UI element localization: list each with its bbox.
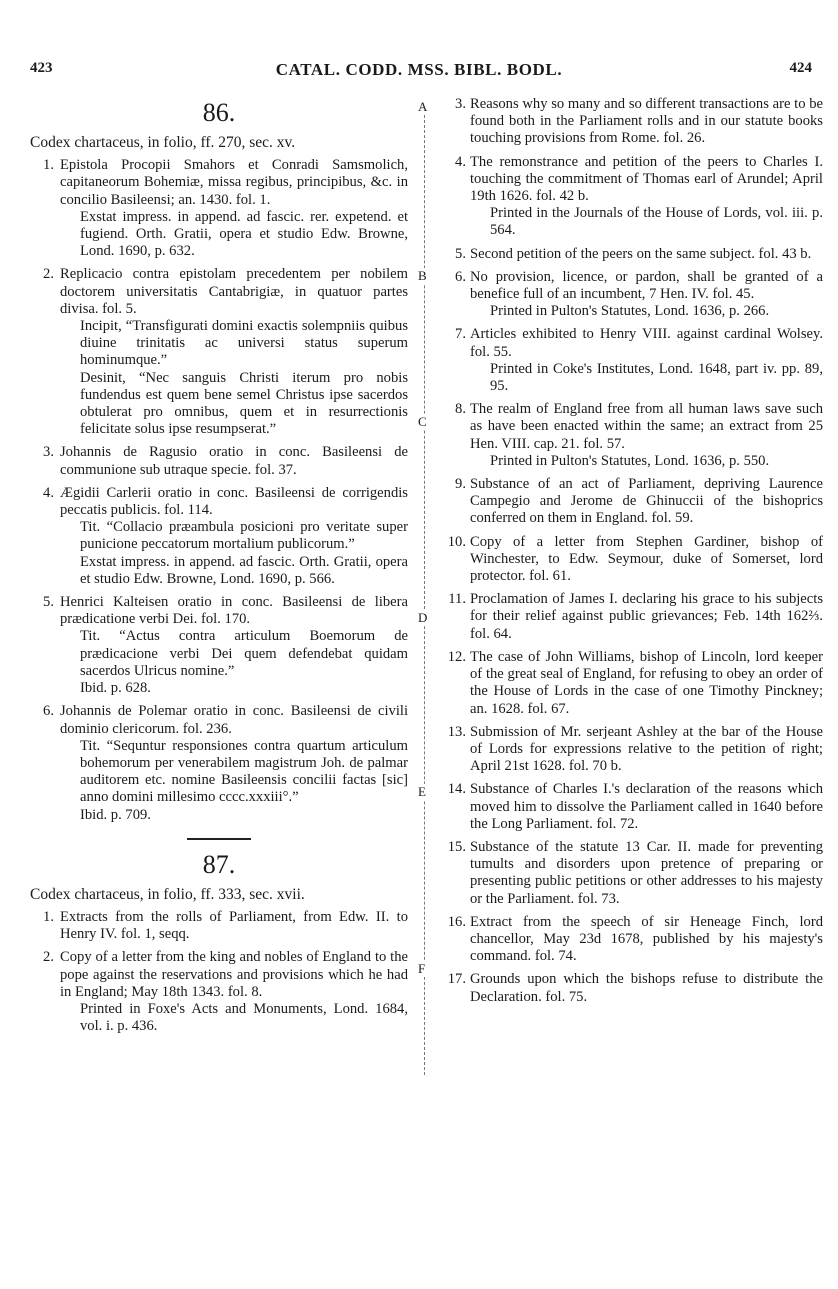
entry-text: The case of John Williams, bishop of Lincoln, lord keeper of the great seal of England, for refusing to obey an order of the House of Lords in the case of one Timothy Pinckney; an. 1628. fol. 67. [470, 648, 823, 717]
catalogue-entry [30, 444, 408, 478]
entry-number: 4. [43, 484, 54, 501]
codex-number: 87. [202, 849, 236, 879]
catalogue-entry [440, 96, 823, 148]
entry-note: Printed in Coke's Institutes, Lond. 1648, part iv. pp. 89, 95. [490, 360, 823, 395]
page-header [0, 60, 838, 82]
entry-text: Replicacio contra epistolam precedentem per nobilem doctorem universitatis Cantabrigiæ, in quatuor partes divisa. fol. 5. [60, 266, 408, 317]
entry-number: 1. [43, 157, 54, 174]
catalogue-entry [30, 485, 408, 588]
page-number-right: 424 [789, 60, 812, 76]
entry-number: 6. [455, 268, 466, 285]
margin-letter: F [418, 961, 426, 976]
codex-number: 86. [202, 98, 236, 127]
codex-description: Codex chartaceus, in folio, ff. 333, sec. xvii. [30, 885, 305, 903]
entry-number: 13. [447, 723, 466, 740]
entry-text: Articles exhibited to Henry VIII. against cardinal Wolsey. fol. 55. [470, 326, 823, 360]
left-column [30, 96, 408, 1041]
entry-text: Substance of the statute 13 Car. II. made for preventing tumults and disorders upon pretence of preparing or presenting public petitions or other addresses to his majesty or the Parliament. fol. 73. [470, 838, 823, 907]
entry-number: 1. [43, 908, 54, 925]
catalogue-entry [30, 157, 408, 260]
entry-note: Printed in the Journals of the House of Lords, vol. iii. p. 564. [490, 205, 823, 239]
catalogue-entry [30, 266, 408, 438]
entry-text: Extracts from the rolls of Parliament, from Edw. II. to Henry IV. fol. 1, seqq. [60, 908, 408, 943]
entry-number: 16. [447, 913, 466, 930]
entry-text: The realm of England free from all human laws save such as have been enacted within the same; an extract from 25 Hen. VIII. cap. 21. fol. 57. [470, 401, 823, 452]
entry-note: Tit. “Actus contra articulum Boemorum de prædicacione verbi Dei quem defendebat quidam sacerdos Ulricus nomine.” [80, 628, 408, 679]
catalogue-entry [30, 594, 408, 697]
entry-number: 15. [447, 838, 466, 855]
entry-number: 6. [43, 703, 54, 720]
entry-text: The remonstrance and petition of the peers to Charles I. touching the commitment of Thomas earl of Arundel; April 19th 1626. fol. 42 b. [470, 153, 823, 205]
entry-text: No provision, licence, or pardon, shall be granted of a benefice full of an incumbent, 7 Hen. IV. fol. 45. [470, 268, 823, 303]
column-divider [424, 100, 425, 1075]
entry-text: Copy of a letter from the king and nobles of England to the pope against the reservations and provisions which he had in England; May 18th 1343. fol. 8. [60, 949, 408, 1000]
entry-text: Second petition of the peers on the same subject. fol. 43 b. [470, 245, 812, 262]
entry-number: 10. [447, 533, 466, 550]
section-rule [187, 838, 251, 840]
catalogue-entry [440, 246, 823, 263]
entry-number: 14. [447, 781, 466, 798]
entry-note: Tit. “Collacio præambula posicioni pro veritate super punicione peccatorum mortalium publicorum.” [80, 519, 408, 553]
entry-note: Printed in Foxe's Acts and Monuments, Lond. 1684, vol. i. p. 436. [80, 1000, 408, 1035]
entry-note: Printed in Pulton's Statutes, Lond. 1636, p. 550. [490, 452, 770, 469]
catalogue-entry [440, 534, 823, 586]
catalogue-entry [440, 401, 823, 470]
entry-number: 2. [43, 949, 54, 966]
page-number-left: 423 [30, 60, 53, 76]
entry-note: Ibid. p. 628. [80, 680, 151, 697]
entry-number: 2. [43, 266, 54, 283]
entry-number: 3. [455, 96, 466, 112]
catalogue-entry [30, 949, 408, 1035]
catalogue-entry [440, 326, 823, 395]
entry-number: 5. [43, 594, 54, 611]
entry-text: Henrici Kalteisen oratio in conc. Basileensi de libera prædicatione verbi Dei. fol. 170. [60, 594, 408, 628]
entry-number: 4. [455, 153, 466, 170]
catalogue-entry [440, 154, 823, 240]
codex-87-entries [30, 909, 408, 1035]
catalogue-entry [440, 914, 823, 966]
margin-letter: D [418, 610, 428, 625]
catalogue-entry [440, 269, 823, 321]
catalogue-entry [440, 839, 823, 908]
catalogue-entry [30, 909, 408, 943]
entry-text: Substance of an act of Parliament, depriving Laurence Campegio and Jerome de Ghinuccii of the bishoprics conferred on them in England. fol. 59. [470, 476, 823, 527]
entry-note: Tit. “Sequntur responsiones contra quartum articulum bohemorum per venerabilem magistrum Joh. de palmar auditorem etc. nomine Basileensis concilii factas [sic] anno domini millesimo cccc.xxxiii°.” [80, 737, 408, 806]
entry-text: Extract from the speech of sir Heneage Finch, lord chancellor, May 23d 1678, published by his majesty's command. fol. 74. [470, 913, 823, 965]
entry-text: Ægidii Carlerii oratio in conc. Basileensi de corrigendis peccatis publicis. fol. 114. [60, 484, 408, 519]
entry-number: 5. [455, 245, 466, 262]
codex-description: Codex chartaceus, in folio, ff. 270, sec. xv. [30, 134, 296, 151]
entry-number: 12. [447, 648, 466, 665]
entry-text: Proclamation of James I. declaring his grace to his subjects for their relief against public grievances; Feb. 14th 162⅔. fol. 64. [470, 591, 823, 642]
entry-text: Epistola Procopii Smahors et Conradi Samsmolich, capitaneorum Bohemiæ, missa regibus, principibus, &c. in concilio Basileensi; an. 1430. fol. 1. [60, 157, 408, 208]
codex-87-entries-continued [440, 96, 823, 1006]
entry-note: Printed in Pulton's Statutes, Lond. 1636, p. 266. [490, 303, 770, 320]
margin-letter: B [418, 268, 427, 283]
catalogue-entry [440, 476, 823, 528]
codex-86-entries [30, 157, 408, 824]
right-column [440, 96, 823, 1012]
catalogue-entry [440, 591, 823, 643]
entry-note: Desinit, “Nec sanguis Christi iterum pro nobis fundendus est quem bene semel Christus ipse sacerdos obtulerat pro omnibus, quem et in resurrectionis felicitate solus ipse resumpserat.” [80, 369, 408, 438]
margin-letter: C [418, 414, 427, 429]
entry-text: Reasons why so many and so different transactions are to be found both in the Parliament rolls and in our statute books touching provisions from Rome. fol. 26. [470, 96, 823, 147]
entry-number: 11. [448, 591, 466, 608]
entry-number: 7. [455, 326, 466, 343]
entry-text: Johannis de Polemar oratio in conc. Basileensi de civili dominio clericorum. fol. 236. [60, 703, 408, 737]
catalogue-entry [30, 703, 408, 823]
margin-letter: A [418, 99, 428, 114]
entry-text: Submission of Mr. serjeant Ashley at the bar of the House of Lords for expressions relative to the petition of right; April 21st 1628. fol. 70 b. [470, 723, 823, 775]
entry-note: Ibid. p. 709. [80, 806, 151, 823]
entry-number: 3. [43, 444, 54, 461]
entry-text: Substance of Charles I.'s declaration of the reasons which moved him to dissolve the Parliament called in 1640 before the Long Parliament. fol. 72. [470, 781, 823, 832]
entry-number: 8. [455, 401, 466, 418]
entry-number: 9. [455, 476, 466, 493]
entry-note: Exstat impress. in append. ad fascic. Orth. Gratii, opera et studio Edw. Browne, Lond. 1690, p. 566. [80, 553, 408, 587]
entry-note: Incipit, “Transfigurati domini exactis solempniis quibus diuine trinitatis ac universi status superum hominumque.” [80, 318, 408, 369]
entry-text: Grounds upon which the bishops refuse to distribute the Declaration. fol. 75. [470, 971, 823, 1005]
catalogue-entry [440, 781, 823, 833]
catalogue-entry [440, 724, 823, 776]
margin-letter: E [418, 784, 426, 799]
entry-text: Copy of a letter from Stephen Gardiner, bishop of Winchester, to Edw. Seymour, duke of Somerset, lord protector. fol. 61. [470, 533, 823, 585]
catalogue-entry [440, 649, 823, 718]
entry-text: Johannis de Ragusio oratio in conc. Basileensi de communione sub utraque specie. fol. 37. [60, 444, 408, 478]
running-title: CATAL. CODD. MSS. BIBL. BODL. [275, 60, 563, 79]
entry-number: 17. [447, 971, 466, 988]
catalogue-entry [440, 971, 823, 1005]
entry-note: Exstat impress. in append. ad fascic. rer. expetend. et fugiend. Orth. Gratii, opera et studio Edw. Browne, Lond. 1690, p. 632. [80, 208, 408, 260]
